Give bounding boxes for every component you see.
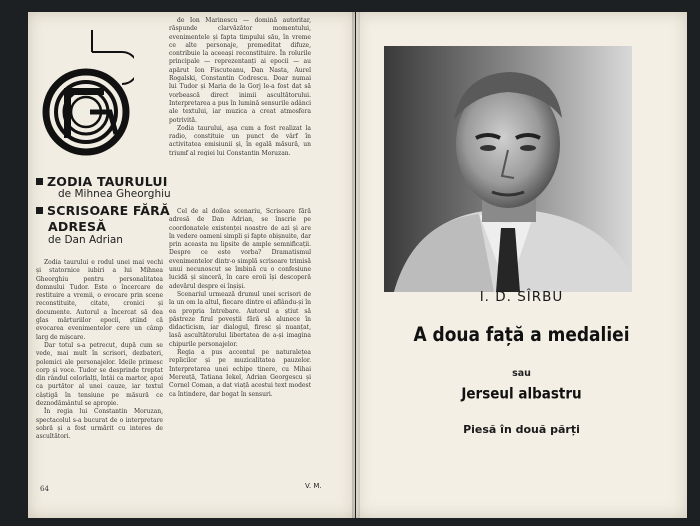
play-subtitle: Jerseul albastru: [461, 385, 582, 403]
tr-logo-icon: [34, 30, 134, 170]
section-1-author: de Mihnea Gheorghiu: [58, 188, 171, 200]
section-2-title-line2: ADRESĂ: [48, 219, 107, 234]
section-2-title-text: SCRISOARE FĂRĂ: [47, 203, 170, 218]
play-author: I. D. SÎRBU: [479, 289, 564, 305]
section-1-title: [36, 174, 168, 189]
paragraph: Zodia taurului e rodul unei mai vechi și statornice iubiri a lui Mihnea Gheorghiu pentru personalitatea domnului Tudor. Este o încercare de restituire a vremii, o evocare prin scene reconstituite, citate, cronici și documente. Autorul a încercat să dea glas mărturiilor epocii, știind că evocarea evenimentelor cere un câmp larg de mișcare.: [36, 259, 163, 341]
section-2-author: de Dan Adrian: [48, 234, 123, 246]
article-column-b: [169, 17, 311, 156]
paragraph: Scenariul urmează drumul unei scrisori de la un om la altul, fiecare dintre ei aflându-și în ea propria întrebare. Autorul a știut să păstreze firul poveștii fără să alunece în didacticism, iar dialogul, firesc și nuanțat, lasă ascultătorului libertatea de a-și imagina chipurile personajelor.: [169, 290, 311, 348]
paragraph: În regia lui Constantin Moruzan, spectacolul s-a bucurat de o interpretare sobră și a fost urmărit cu interes de ascultători.: [36, 408, 163, 441]
section-2-title-line1: [36, 203, 170, 218]
book-gutter: [352, 12, 360, 518]
play-genre: Piesă în două părți: [463, 423, 580, 436]
section-1-title-text: ZODIA TAURULUI: [47, 174, 168, 189]
paragraph: de Ion Marinescu — domină autoritar, răspunde clarvăzător momentului, evenimentele și fapta timpului său, în vreme ce alte personaje, premeditat difuze, contribuie la aceeași reconstituire. În rolurile principale — reprezentanți ai epocii — au apărut Ion Fiscuteanu, Dan Nasta, Aurel Rogalski, Constantin Codrescu. Doar numai lui Tudor și Maria de la Gorj le-a fost dat să vorbească direct inimii ascultătorului. Interpretarea a pus în lumină sensurile adânci ale textului, iar muzica a creat atmosfera potrivită.: [169, 17, 311, 124]
page-number: 64: [40, 485, 49, 493]
paragraph: Regia a pus accentul pe naturalețea replicilor și pe muzicalitatea pauzelor. Interpretarea unei echipe tinere, cu Mihai Mereuță, Tatiana Iekel, Adrian Georgescu și Cornel Coman, a dat viață acestui text modest ca întindere, dar bogat în sensuri.: [169, 349, 311, 398]
paragraph: Cel de al doilea scenariu, Scrisoare fără adresă de Dan Adrian, se înscrie pe coordonatele existenței noastre de azi și are în vedere oameni simpli și fapte obișnuite, dar prin aceasta nu lipsite de ample semnificații. Despre ce este vorba? Dramatismul evenimentelor dintr-o simplă scrisoare trimisă unui necunoscut se îmbină cu o confesiune lucidă și sinceră, în care eroii își descoperă adevărul despre ei înșiși.: [169, 208, 311, 290]
article-column-a: [36, 259, 163, 481]
paragraph: Zodia taurului, așa cum a fost realizat la radio, constituie un punct de vârf în activitatea emisiunii și, în egală măsură, un triumf al regiei lui Constantin Moruzan.: [169, 124, 311, 156]
play-title: A doua față a medaliei: [413, 323, 630, 347]
paragraph: Dar totul s-a petrecut, după cum se vede, mai mult în scrisori, dezbateri, polemici ale personajelor. Ideile primesc corp și voce. Tudor se desprinde treptat din rândul celorlalți, întâi ca martor, apoi ca purtător al unei cauze, iar textul câștigă în tensiune pe măsură ce deznodământul se apropie.: [36, 341, 163, 408]
article-column-c: [169, 208, 311, 482]
author-portrait-photo: [384, 46, 632, 292]
title-conjunction: sau: [512, 368, 531, 379]
article-signature: V. M.: [305, 482, 322, 490]
bullet-icon: [36, 207, 43, 214]
bullet-icon: [36, 178, 43, 185]
